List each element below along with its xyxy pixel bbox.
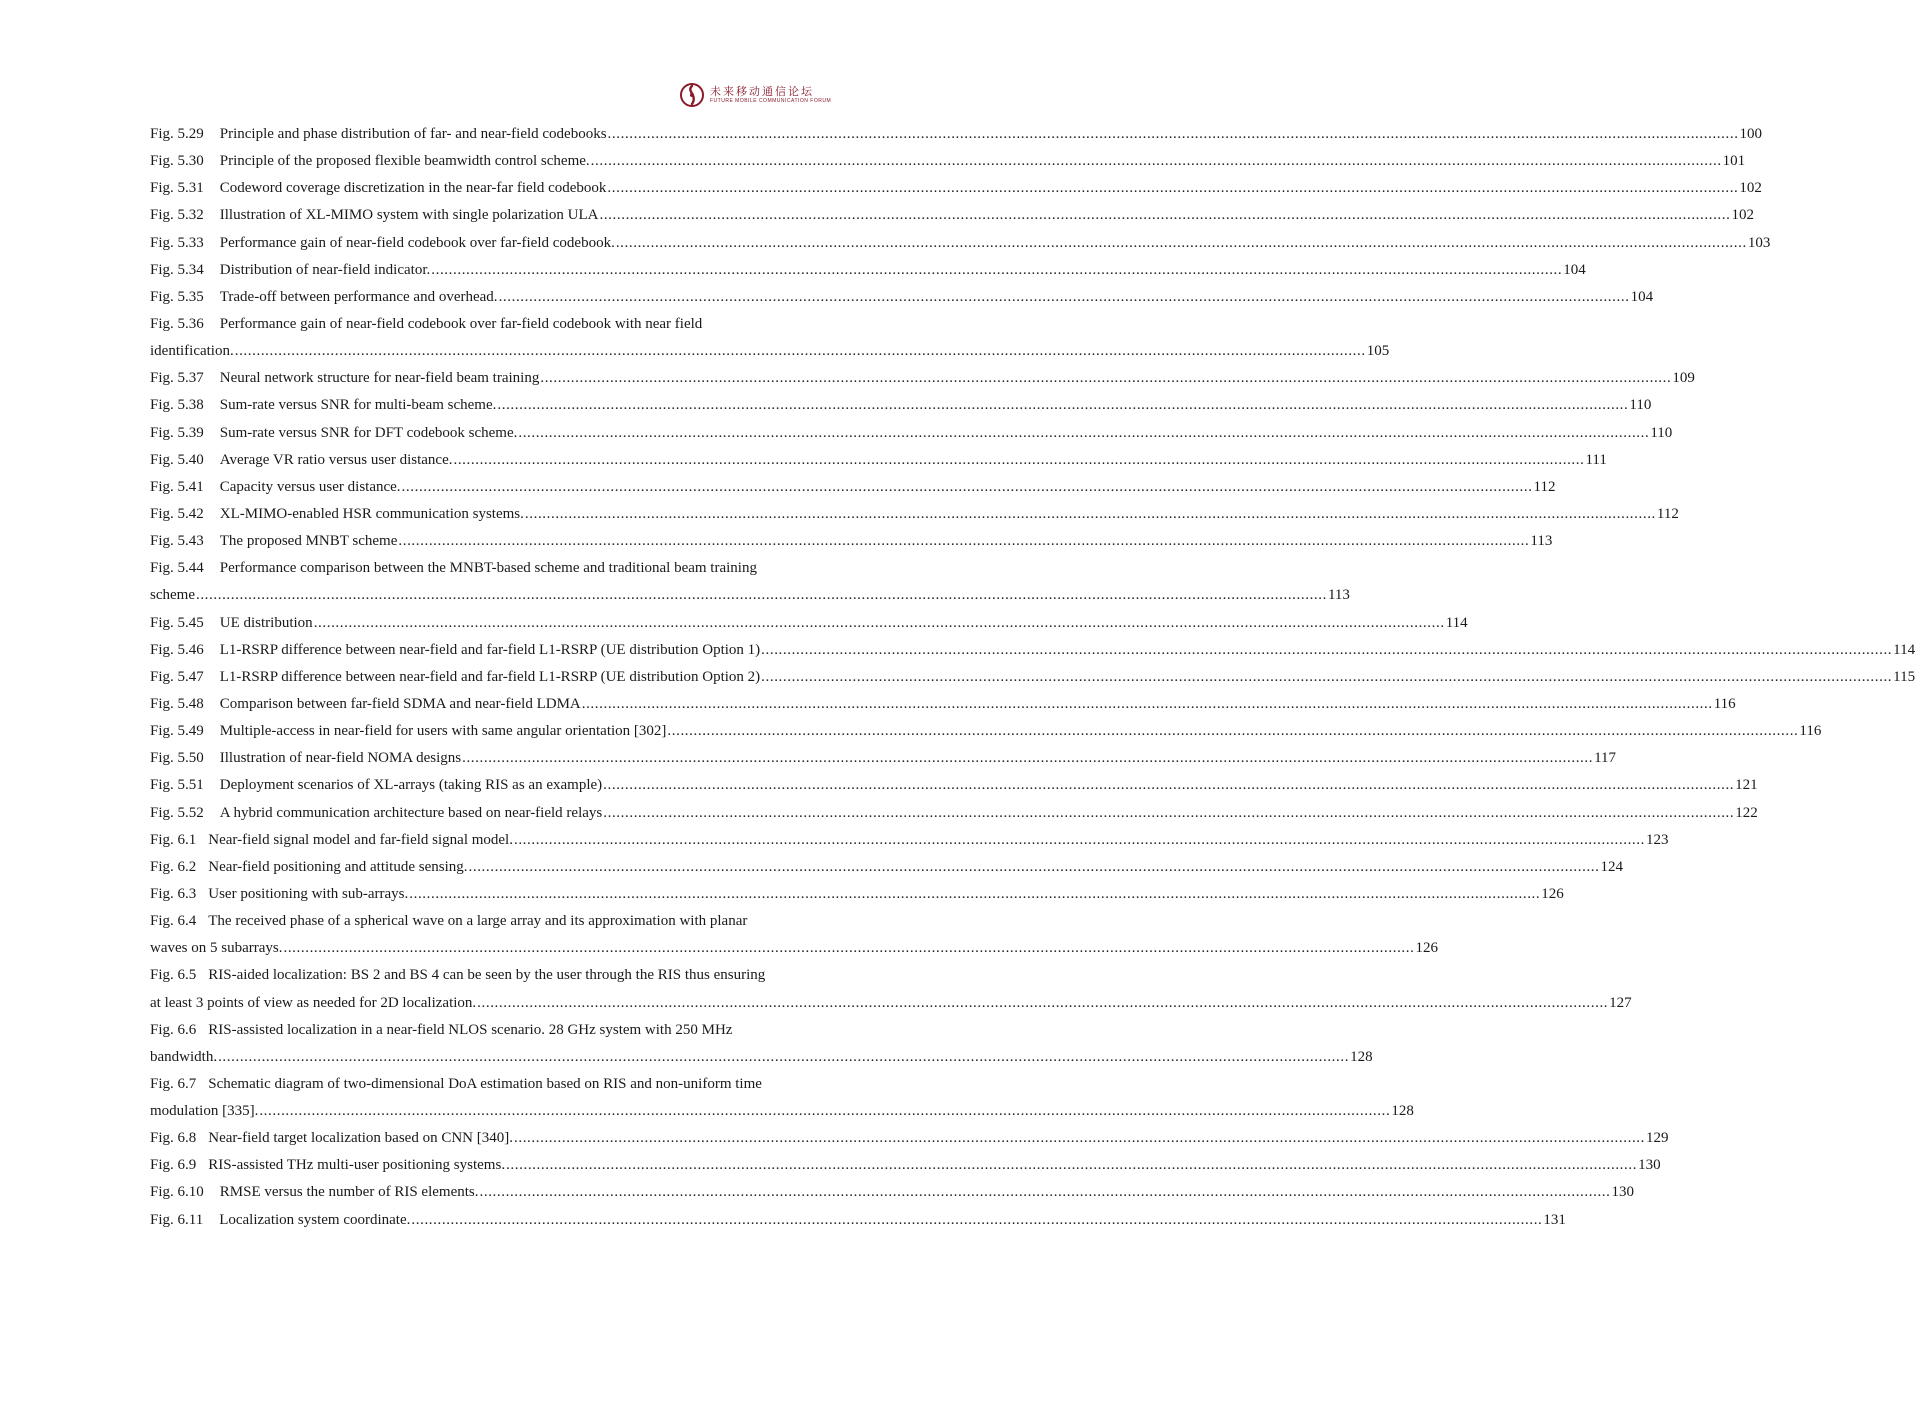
dot-leader: .................................................................................................................................................................................................................................................................... <box>195 587 1327 604</box>
page-number: 104 <box>1630 288 1654 305</box>
figure-number: Fig. 5.39 <box>150 424 204 441</box>
figure-entry-continuation[interactable] <box>150 1098 1414 1125</box>
dot-leader: .................................................................................................................................................................................................................................................................... <box>603 804 1735 821</box>
page-number: 105 <box>1366 343 1390 360</box>
figure-title: XL-MIMO-enabled HSR communication systems. <box>219 505 524 522</box>
dot-leader: .................................................................................................................................................................................................................................................................... <box>259 1103 1391 1120</box>
page-number: 124 <box>1600 858 1623 875</box>
dot-leader: .................................................................................................................................................................................................................................................................... <box>218 1048 1350 1065</box>
figure-number: Fig. 5.49 <box>150 723 204 740</box>
figure-entry[interactable] <box>150 148 1746 175</box>
dot-leader: .................................................................................................................................................................................................................................................................... <box>431 261 1563 278</box>
figure-entry[interactable] <box>150 800 1758 827</box>
dot-leader: .................................................................................................................................................................................................................................................................... <box>761 668 1893 685</box>
figure-title: RIS-aided localization: BS 2 and BS 4 can be seen by the user through the RIS thus ensuring <box>208 967 766 984</box>
figure-title: UE distribution <box>219 614 313 631</box>
page-number: 113 <box>1327 587 1350 604</box>
figure-entry[interactable] <box>150 637 1915 664</box>
page-number: 102 <box>1731 207 1754 224</box>
figure-number: Fig. 5.32 <box>150 207 204 224</box>
page-number: 110 <box>1650 424 1673 441</box>
dot-leader: .................................................................................................................................................................................................................................................................... <box>468 858 1600 875</box>
figure-entry[interactable] <box>150 745 1617 772</box>
dot-leader: .................................................................................................................................................................................................................................................................... <box>409 885 1541 902</box>
page-number: 127 <box>1609 994 1632 1011</box>
figure-number: Fig. 5.35 <box>150 288 204 305</box>
figure-title: Localization system coordinate. <box>219 1211 411 1228</box>
figure-entry-continuation[interactable] <box>150 582 1350 609</box>
logo-text <box>710 86 831 104</box>
figure-number: Fig. 5.29 <box>150 126 204 142</box>
figure-title: The received phase of a spherical wave on a large array and its approximation with planar <box>208 913 748 930</box>
dot-leader: .................................................................................................................................................................................................................................................................... <box>479 1184 1611 1201</box>
figure-entry[interactable] <box>150 1207 1566 1234</box>
figure-title-continuation: modulation [335]. <box>150 1103 259 1120</box>
figure-title: Near-field positioning and attitude sensing. <box>208 858 468 875</box>
figure-entry[interactable] <box>150 202 1754 229</box>
dot-leader: .................................................................................................................................................................................................................................................................... <box>401 478 1533 495</box>
dot-leader: .................................................................................................................................................................................................................................................................... <box>497 397 1629 414</box>
figure-entry[interactable] <box>150 772 1758 799</box>
figure-title: Deployment scenarios of XL-arrays (taking RIS as an example) <box>219 777 603 794</box>
dot-leader: .................................................................................................................................................................................................................................................................... <box>603 777 1735 794</box>
figure-title: L1-RSRP difference between near-field and far-field L1-RSRP (UE distribution Option 2) <box>219 668 761 685</box>
figure-number: Fig. 5.48 <box>150 695 204 712</box>
logo-english-name: FUTURE MOBILE COMMUNICATION FORUM <box>710 98 832 104</box>
figure-title: RIS-assisted localization in a near-field NLOS scenario. 28 GHz system with 250 MHz <box>208 1021 733 1038</box>
figure-entry[interactable] <box>150 447 1607 474</box>
figure-title: L1-RSRP difference between near-field and far-field L1-RSRP (UE distribution Option 1) <box>219 641 761 658</box>
figure-title: Multiple-access in near-field for users with same angular orientation [302] <box>219 723 667 740</box>
figure-entry[interactable] <box>150 311 842 338</box>
figure-title-continuation: identification. <box>150 343 234 360</box>
page-number: 100 <box>1739 126 1763 142</box>
figure-title: The proposed MNBT scheme <box>219 533 398 550</box>
figure-entry[interactable] <box>150 854 1623 881</box>
figure-number: Fig. 6.3 <box>150 885 197 902</box>
dot-leader: .................................................................................................................................................................................................................................................................... <box>607 180 1739 197</box>
figure-title: Neural network structure for near-field beam training <box>219 370 540 387</box>
figure-number: Fig. 6.9 <box>150 1157 197 1174</box>
page-number: 128 <box>1350 1048 1373 1065</box>
figure-title: User positioning with sub-arrays. <box>208 885 409 902</box>
page-number: 113 <box>1530 533 1553 550</box>
logo-chinese-name: 未来移动通信论坛 <box>710 85 814 98</box>
figure-number: Fig. 5.30 <box>150 153 204 170</box>
figure-number: Fig. 5.52 <box>150 804 204 821</box>
figure-entry[interactable] <box>150 718 1822 745</box>
dot-leader: .................................................................................................................................................................................................................................................................... <box>234 343 1366 360</box>
page-number: 130 <box>1638 1157 1661 1174</box>
figure-entry[interactable] <box>150 528 1553 555</box>
figure-entry[interactable] <box>150 610 1468 637</box>
figure-number: Fig. 5.31 <box>150 180 204 197</box>
page-number: 130 <box>1611 1184 1634 1201</box>
figure-entry[interactable] <box>150 691 1736 718</box>
dot-leader: .................................................................................................................................................................................................................................................................... <box>477 994 1609 1011</box>
figure-number: Fig. 5.50 <box>150 750 204 767</box>
figure-entry[interactable] <box>150 881 1564 908</box>
dot-leader: .................................................................................................................................................................................................................................................................... <box>590 153 1722 170</box>
page-number: 103 <box>1747 234 1771 251</box>
figure-entry[interactable] <box>150 962 842 989</box>
page-number: 116 <box>1799 723 1822 740</box>
dot-leader: .................................................................................................................................................................................................................................................................... <box>506 1157 1638 1174</box>
figure-title: Codeword coverage discretization in the near-far field codebook <box>219 180 607 197</box>
figure-number: Fig. 5.42 <box>150 505 204 522</box>
figure-entry[interactable] <box>150 121 1763 148</box>
dot-leader: .................................................................................................................................................................................................................................................................... <box>615 234 1747 251</box>
figure-entry[interactable] <box>150 284 1654 311</box>
page-number: 109 <box>1672 370 1695 387</box>
figure-number: Fig. 6.6 <box>150 1021 197 1038</box>
figure-number: Fig. 5.40 <box>150 451 204 468</box>
figure-number: Fig. 6.1 <box>150 831 197 848</box>
dot-leader: .................................................................................................................................................................................................................................................................... <box>524 505 1656 522</box>
figure-title: RMSE versus the number of RIS elements. <box>219 1184 479 1201</box>
figure-title-continuation: bandwidth. <box>150 1048 218 1065</box>
figure-entry[interactable] <box>150 555 842 582</box>
dot-leader: .................................................................................................................................................................................................................................................................... <box>581 695 1713 712</box>
figure-number: Fig. 5.46 <box>150 641 204 658</box>
dot-leader: .................................................................................................................................................................................................................................................................... <box>540 370 1672 387</box>
figure-number: Fig. 5.47 <box>150 668 204 685</box>
page-number: 101 <box>1722 153 1746 170</box>
figure-title: Capacity versus user distance. <box>219 478 401 495</box>
dot-leader: .................................................................................................................................................................................................................................................................... <box>411 1211 1543 1228</box>
figure-title-continuation: scheme <box>150 587 195 604</box>
dot-leader: .................................................................................................................................................................................................................................................................... <box>283 940 1415 957</box>
figure-entry[interactable] <box>150 664 1915 691</box>
figure-title: Illustration of near-field NOMA designs <box>219 750 462 767</box>
figure-number: Fig. 5.43 <box>150 533 204 550</box>
figure-title: Performance comparison between the MNBT-based scheme and traditional beam training <box>219 560 757 577</box>
figure-entry[interactable] <box>150 392 1652 419</box>
page-number: 114 <box>1445 614 1468 631</box>
figure-title: Sum-rate versus SNR for multi-beam scheme. <box>219 397 497 414</box>
figure-entry[interactable] <box>150 908 842 935</box>
figure-number: Fig. 5.36 <box>150 315 204 332</box>
figure-entry[interactable] <box>150 1071 842 1098</box>
figure-entry[interactable] <box>150 230 1771 257</box>
figure-entry[interactable] <box>150 175 1762 202</box>
page-number: 123 <box>1645 831 1669 848</box>
figure-title: Trade-off between performance and overhead. <box>219 288 498 305</box>
page-number: 112 <box>1656 505 1679 522</box>
figure-number: Fig. 5.45 <box>150 614 204 631</box>
figure-entry[interactable] <box>150 257 1586 284</box>
figure-title: Distribution of near-field indicator. <box>219 261 431 278</box>
page-number: 111 <box>1585 451 1607 468</box>
dot-leader: .................................................................................................................................................................................................................................................................... <box>761 641 1893 658</box>
page-number: 131 <box>1543 1211 1566 1228</box>
figure-title: Principle of the proposed flexible beamwidth control scheme. <box>219 153 590 170</box>
dot-leader: .................................................................................................................................................................................................................................................................... <box>453 451 1585 468</box>
figure-entry[interactable] <box>150 474 1556 501</box>
figure-entry[interactable] <box>150 827 1669 854</box>
figure-number: Fig. 6.10 <box>150 1184 204 1201</box>
figure-number: Fig. 6.8 <box>150 1130 197 1147</box>
dot-leader: .................................................................................................................................................................................................................................................................... <box>607 126 1739 142</box>
figure-number: Fig. 5.51 <box>150 777 204 794</box>
figure-title: Illustration of XL-MIMO system with single polarization ULA <box>219 207 599 224</box>
figure-entry[interactable] <box>150 1017 842 1044</box>
page-number: 115 <box>1893 668 1915 685</box>
figure-entry-continuation[interactable] <box>150 935 1438 962</box>
dot-leader: .................................................................................................................................................................................................................................................................... <box>498 288 1630 305</box>
figure-number: Fig. 5.33 <box>150 234 204 251</box>
figure-number: Fig. 6.11 <box>150 1211 204 1228</box>
page-number: 110 <box>1629 397 1652 414</box>
figure-title: Sum-rate versus SNR for DFT codebook scheme. <box>219 424 518 441</box>
figure-title: Near-field signal model and far-field signal model. <box>208 831 513 848</box>
figure-entry[interactable] <box>150 1179 1634 1206</box>
figure-entry[interactable] <box>150 501 1679 528</box>
figure-title: Schematic diagram of two-dimensional DoA estimation based on RIS and non-uniform time <box>208 1075 762 1092</box>
page-number: 126 <box>1541 885 1564 902</box>
figure-entry-continuation[interactable] <box>150 1044 1373 1071</box>
dot-leader: .................................................................................................................................................................................................................................................................... <box>514 1130 1645 1147</box>
figure-title: Near-field target localization based on CNN [340]. <box>208 1130 513 1147</box>
figure-title: RIS-assisted THz multi-user positioning systems. <box>208 1157 506 1174</box>
figure-title: Performance gain of near-field codebook over far-field codebook. <box>219 234 615 251</box>
dot-leader: .................................................................................................................................................................................................................................................................... <box>462 750 1594 767</box>
dot-leader: .................................................................................................................................................................................................................................................................... <box>518 424 1650 441</box>
forum-logo-icon <box>680 83 704 107</box>
page-number: 121 <box>1735 777 1758 794</box>
page-number: 128 <box>1391 1103 1414 1120</box>
figure-number: Fig. 5.41 <box>150 478 204 495</box>
figure-number: Fig. 6.2 <box>150 858 197 875</box>
list-of-figures <box>150 121 1915 1234</box>
dot-leader: .................................................................................................................................................................................................................................................................... <box>513 831 1645 848</box>
figure-number: Fig. 6.7 <box>150 1075 197 1092</box>
figure-entry[interactable] <box>150 1152 1661 1179</box>
page-number: 117 <box>1594 750 1617 767</box>
figure-entry[interactable] <box>150 365 1695 392</box>
figure-number: Fig. 5.34 <box>150 261 204 278</box>
figure-number: Fig. 5.37 <box>150 370 204 387</box>
figure-number: Fig. 6.4 <box>150 913 197 930</box>
figure-number: Fig. 5.38 <box>150 397 204 414</box>
page-number: 116 <box>1713 695 1736 712</box>
dot-leader: .................................................................................................................................................................................................................................................................... <box>398 533 1530 550</box>
dot-leader: .................................................................................................................................................................................................................................................................... <box>599 207 1731 224</box>
figure-number: Fig. 6.5 <box>150 967 197 984</box>
dot-leader: .................................................................................................................................................................................................................................................................... <box>667 723 1799 740</box>
page-header <box>680 80 840 110</box>
figure-entry-continuation[interactable] <box>150 338 1390 365</box>
page-number: 104 <box>1563 261 1586 278</box>
figure-entry-continuation[interactable] <box>150 990 1632 1017</box>
figure-title-continuation: waves on 5 subarrays. <box>150 940 283 957</box>
page-number: 126 <box>1415 940 1438 957</box>
page-number: 122 <box>1735 804 1758 821</box>
dot-leader: .................................................................................................................................................................................................................................................................... <box>313 614 1445 631</box>
figure-entry[interactable] <box>150 420 1673 447</box>
page-number: 102 <box>1739 180 1762 197</box>
figure-entry[interactable] <box>150 1125 1669 1152</box>
figure-title: Principle and phase distribution of far- and near-field codebooks <box>219 126 607 142</box>
figure-title: Performance gain of near-field codebook over far-field codebook with near field <box>219 315 703 332</box>
figure-title: Comparison between far-field SDMA and near-field LDMA <box>219 695 581 712</box>
figure-number: Fig. 5.44 <box>150 560 204 577</box>
page-number: 114 <box>1893 641 1915 658</box>
figure-title: A hybrid communication architecture based on near-field relays <box>219 804 603 821</box>
figure-title-continuation: at least 3 points of view as needed for 2D localization. <box>150 994 477 1011</box>
page-number: 112 <box>1533 478 1556 495</box>
page-number: 129 <box>1646 1130 1669 1147</box>
figure-title: Average VR ratio versus user distance. <box>219 451 453 468</box>
